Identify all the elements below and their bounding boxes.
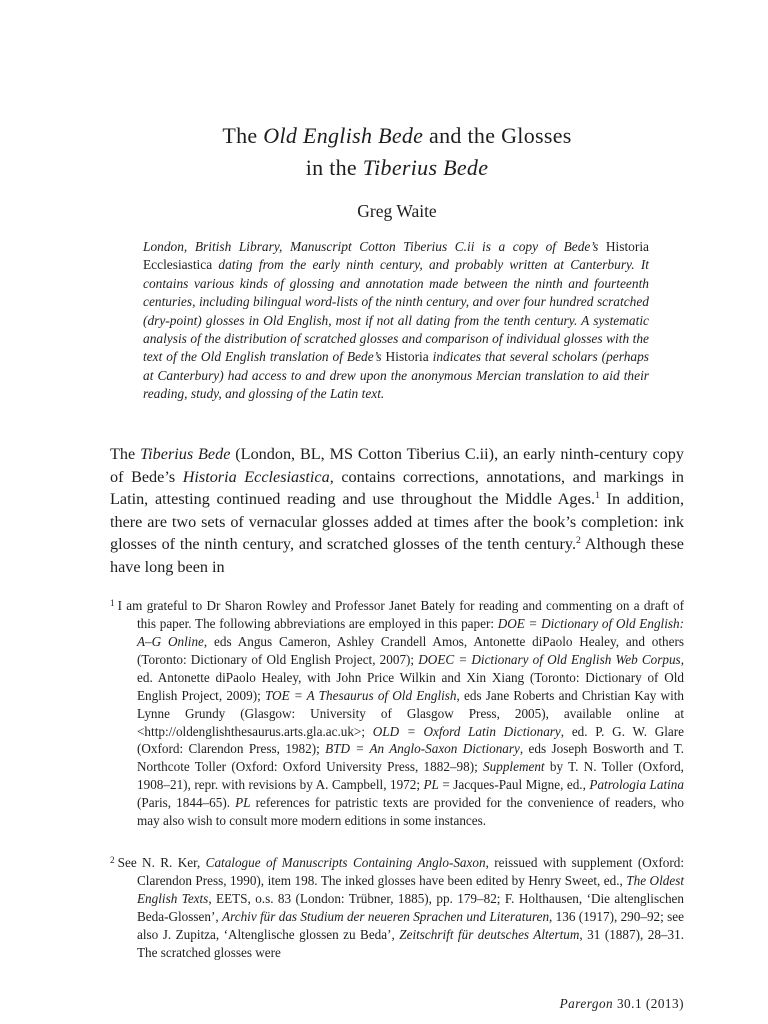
footnote-number: 1 — [110, 598, 115, 608]
footnote-ref-1[interactable]: 1 — [595, 490, 600, 502]
author-name: Greg Waite — [357, 201, 437, 221]
body-paragraph: The Tiberius Bede (London, BL, MS Cotton Tiberius C.ii), an early ninth-century copy of Bede’s Historia Ecclesiastica, contains corrections, annotations, and markings in Latin, attesting continued reading and use throughout the Middle Ages.$^1$ In addition, there are two sets of vernacular glosses added at times after the book’s completion: ink glosses of the ninth century, and scratched glosses of the tenth century.$^2$ Although these have long been in — [110, 445, 685, 576]
journal-issue: 30.1 (2013) — [613, 996, 684, 1011]
article-title — [110, 120, 684, 184]
title-text: in the — [305, 155, 363, 180]
footnote-ref-2[interactable]: 2 — [576, 535, 581, 547]
title-italic-old-english-bede: Old English Bede — [263, 123, 424, 148]
title-text: The — [222, 123, 264, 148]
footnote-2: $^2$ See N. R. Ker, Catalogue of Manuscripts Containing Anglo-Saxon, reissued with supplement (Oxford: Clarendon Press, 1990), item 198. The inked glosses have been edited by Henry Sweet, ed., The Oldest English Texts, EETS, o.s. 83 (London: Trübner, 1885), pp. 179–82; F. Holthausen, ‘Die altenglischen Beda-Glossen’, Archiv für das Studium der neueren Sprachen und Literaturen, 136 (1917), 290–92; see also J. Zupitza, ‘Altenglische glossen zu Beda’, Zeitschrift für deutsches Altertum, 31 (1887), 28–31. The scratched glosses were — [110, 855, 684, 960]
footnote-1: $^1$ I am grateful to Dr Sharon Rowley and Professor Janet Bately for reading and commenting on a draft of this paper. The following abbreviations are employed in this paper: DOE = Dictionary of Old English: A–G Online, eds Angus Cameron, Ashley Crandell Amos, Antonette diPaolo Healey, and others (Toronto: Dictionary of Old English Project, 2007); DOEC = Dictionary of Old English Web Corpus, ed. Antonette diPaolo Healey, with John Price Wilkin and Xin Xiang (Toronto: Dictionary of Old English Project, 2009); TOE = A Thesaurus of Old English, eds Jane Roberts and Christian Kay with Lynne Grundy (Glasgow: University of Glasgow Press, 2005), available online at <http://oldenglishthesaurus.arts.gla.ac.uk>; OLD = Oxford Latin Dictionary, ed. P. G. W. Glare (Oxford: Clarendon Press, 1982); BTD = An Anglo-Saxon Dictionary, eds Joseph Bosworth and T. Northcote Toller (Oxford: Oxford University Press, 1882–98); Supplement by T. N. Toller (Oxford, 1908–21), repr. with revisions by A. Campbell, 1972; PL = Jacques-Paul Migne, ed., Patrologia Latina (Paris, 1844–65). PL references for patristic texts are provided for the convenience of readers, who may also wish to consult more modern editions in some instances. — [110, 598, 685, 829]
abstract: London, British Library, Manuscript Cotton Tiberius C.ii is a copy of Bede’s Historia Ecclesiastica dating from the early ninth century, and probably written at Canterbury. It contains various kinds of glossing and annotation made between the ninth and fourteenth centuries, including bilingual word-lists of the ninth century, and over four hundred scratched (dry-point) glosses in Old English, most if not all dating from the tenth century. A systematic analysis of the distribution of scratched glosses and comparison of individual glosses with the text of the Old English translation of Bede’s Historia indicates that several scholars (perhaps at Canterbury) had access to and drew upon the anonymous Mercian translation to aid their reading, study, and glossing of the Latin text. — [143, 239, 649, 402]
page-footer — [110, 995, 684, 1013]
journal-name: Parergon — [559, 996, 614, 1011]
footnote-number: 2 — [110, 855, 115, 865]
title-text: and the Glosses — [423, 123, 572, 148]
title-italic-tiberius-bede: Tiberius Bede — [362, 155, 489, 180]
